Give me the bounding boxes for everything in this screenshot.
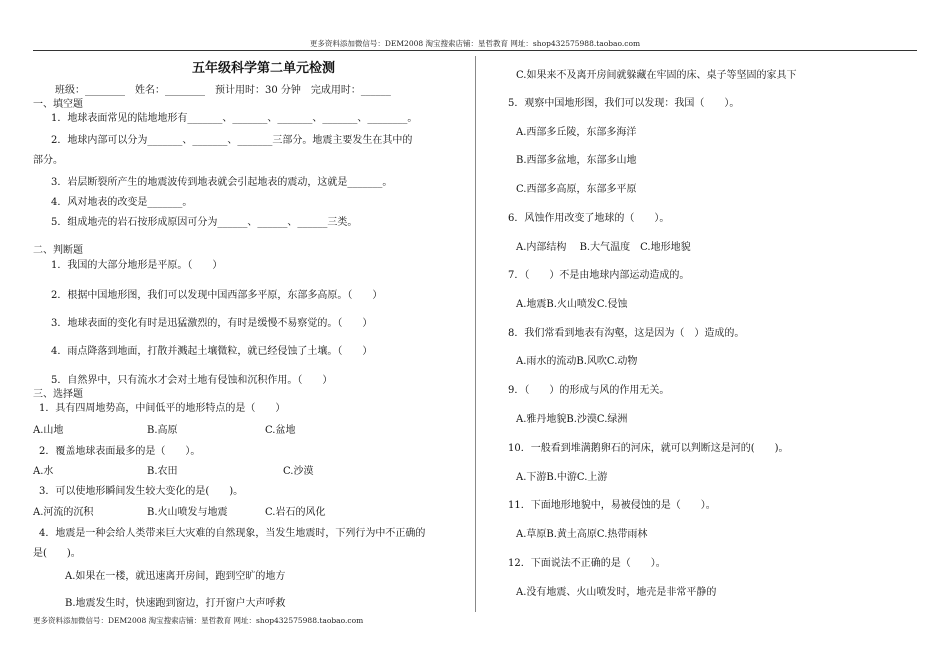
choice-q3-option-b: B.火山喷发与地震	[147, 507, 228, 518]
choice-q3-option-a: A.河流的沉积	[33, 507, 94, 518]
column-divider	[475, 56, 476, 612]
fill-question-5: 5．组成地壳的岩石按形成原因可分为______、______、______三类。	[51, 217, 358, 228]
choice-question-5: 5．观察中国地形图，我们可以发现：我国（ ）。	[508, 98, 740, 109]
choice-q5-option-b: B.西部多盆地，东部多山地	[516, 155, 637, 166]
student-info-line: 班级：________ 姓名：________ 预计用时：30 分钟 完成用时：______	[55, 85, 391, 96]
tf-question-1: 1．我国的大部分地形是平原。（ ）	[51, 260, 223, 271]
choice-q7-options: A.地震B.火山喷发C.侵蚀	[516, 299, 628, 310]
choice-q5-option-c: C.西部多高原，东部多平原	[516, 184, 637, 195]
choice-question-10: 10．一般看到堆满鹅卵石的河床，就可以判断这是河的( )。	[508, 443, 789, 454]
fill-question-4: 4．风对地表的改变是_______。	[51, 197, 193, 208]
tf-question-4: 4．雨点降落到地面，打散并溅起土壤微粒，就已经侵蚀了土壤。（ ）	[51, 346, 373, 357]
section-true-false-heading: 二、判断题	[33, 245, 83, 256]
fill-question-3: 3．岩层断裂所产生的地震波传到地表就会引起地表的震动，这就是_______。	[51, 177, 393, 188]
choice-q2-option-b: B.农田	[147, 466, 178, 477]
choice-q1-option-b: B.高原	[147, 425, 178, 436]
choice-question-4: 4．地震是一种会给人类带来巨大灾难的自然现象，当发生地震时，下列行为中不正确的	[39, 528, 426, 539]
choice-question-9: 9．（ ）的形成与风的作用无关。	[508, 385, 670, 396]
tf-question-2: 2．根据中国地形图，我们可以发现中国西部多平原，东部多高原。（ ）	[51, 290, 383, 301]
page-header: 更多资料添加微信号：DEM2008 淘宝搜索店铺：星哲教育 网址：shop432575988.taobao.com	[309, 39, 641, 48]
choice-q1-option-c: C.盆地	[265, 425, 296, 436]
page-footer: 更多资料添加微信号：DEM2008 淘宝搜索店铺：星哲教育 网址：shop432575988.taobao.com	[33, 616, 364, 625]
fill-question-2-cont: 部分。	[33, 155, 63, 166]
tf-question-3: 3．地球表面的变化有时是迅猛激烈的，有时是缓慢不易察觉的。（ ）	[51, 318, 373, 329]
choice-question-11: 11．下面地形地貌中，易被侵蚀的是（ ）。	[508, 500, 716, 511]
choice-q4-option-c: C.如果来不及离开房间就躲藏在牢固的床、桌子等坚固的家具下	[516, 70, 797, 81]
choice-q5-option-a: A.西部多丘陵，东部多海洋	[516, 127, 637, 138]
choice-q12-option-a: A.没有地震、火山喷发时，地壳是非常平静的	[516, 587, 717, 598]
choice-q9-options: A.雅丹地貌B.沙漠C.绿洲	[516, 414, 628, 425]
choice-q11-options: A.草原B.黄土高原C.热带雨林	[516, 529, 648, 540]
choice-question-8: 8．我们常看到地表有沟壑，这是因为（ ）造成的。	[508, 328, 745, 339]
fill-question-2: 2．地球内部可以分为_______、_______、_______三部分。地震主要发生在其中的	[51, 135, 413, 146]
choice-q4-option-b: B.地震发生时，快速跑到窗边，打开窗户大声呼救	[65, 598, 286, 609]
fill-question-1: 1．地球表面常见的陆地地形有_______、_______、_______、_______、________。	[51, 113, 418, 124]
choice-question-3: 3．可以使地形瞬间发生较大变化的是( )。	[39, 486, 244, 497]
header-rule	[33, 50, 917, 51]
choice-question-6: 6．风蚀作用改变了地球的（ ）。	[508, 213, 670, 224]
choice-question-7: 7．（ ）不是由地球内部运动造成的。	[508, 270, 690, 281]
section-choice-heading: 三、选择题	[33, 389, 83, 400]
choice-q2-option-a: A.水	[33, 466, 54, 477]
choice-q10-options: A.下游B.中游C.上游	[516, 472, 608, 483]
choice-q4-option-a: A.如果在一楼，就迅速离开房间，跑到空旷的地方	[65, 571, 286, 582]
choice-question-2: 2．覆盖地球表面最多的是（ ）。	[39, 446, 201, 457]
choice-q2-option-c: C.沙漠	[283, 466, 314, 477]
choice-question-4-cont: 是( )。	[33, 548, 81, 559]
section-fill-blank-heading: 一、填空题	[33, 99, 83, 110]
choice-question-12: 12．下面说法不正确的是（ ）。	[508, 558, 666, 569]
choice-q6-options: A.内部结构 B.大气温度 C.地形地貌	[516, 242, 691, 253]
choice-question-1: 1．具有四周地势高，中间低平的地形特点的是（ ）	[39, 403, 286, 414]
page-title: 五年级科学第二单元检测	[192, 61, 336, 76]
choice-q1-option-a: A.山地	[33, 425, 64, 436]
tf-question-5: 5．自然界中，只有流水才会对土地有侵蚀和沉积作用。（ ）	[51, 375, 333, 386]
choice-q3-option-c: C.岩石的风化	[265, 507, 326, 518]
choice-q8-options: A.雨水的流动B.风吹C.动物	[516, 356, 638, 367]
